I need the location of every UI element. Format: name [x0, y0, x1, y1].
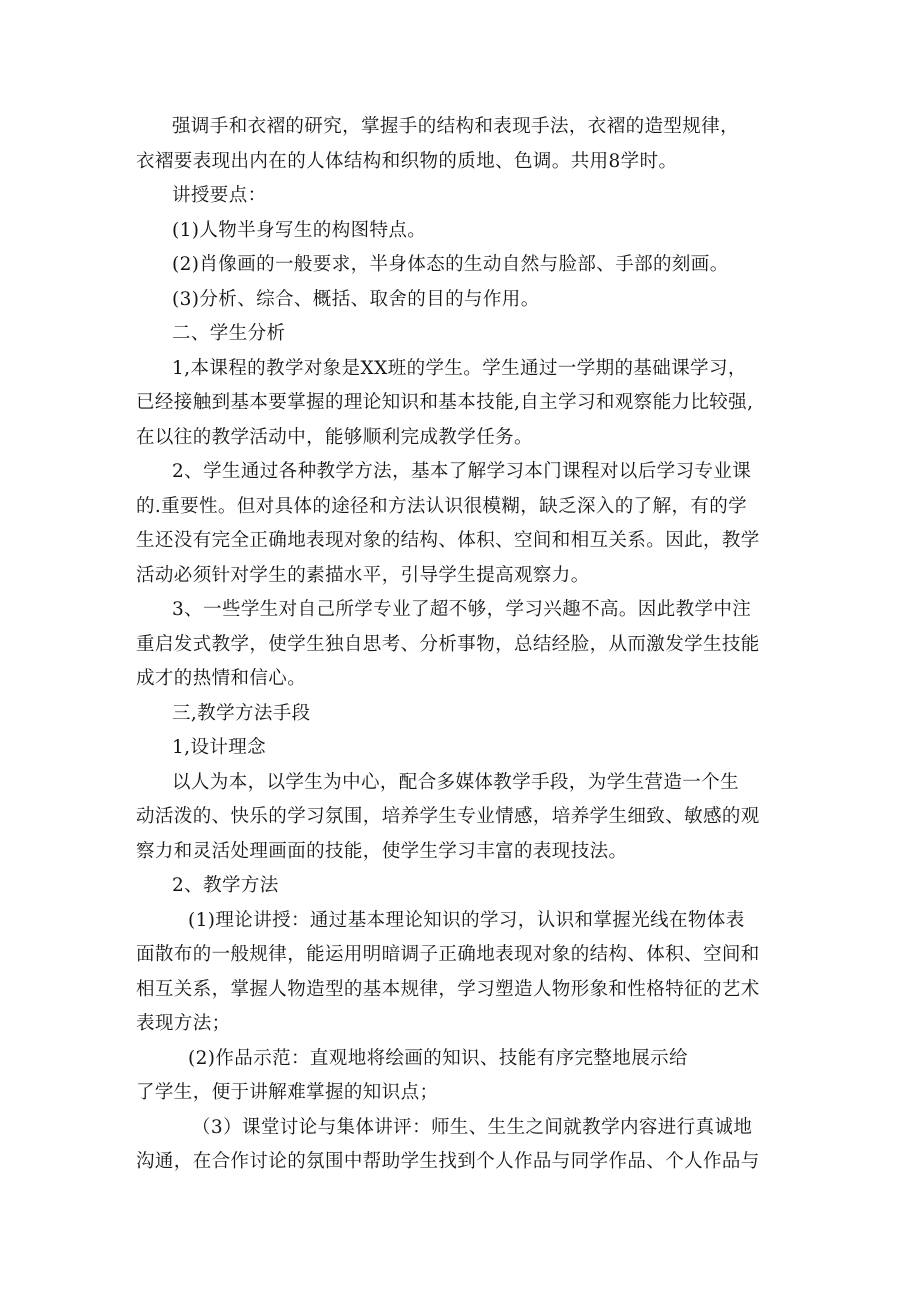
- text-line: 已经接触到基本要掌握的理论知识和基本技能,自主学习和观察能力比较强,: [136, 392, 754, 413]
- method-item-3: [136, 1111, 806, 1180]
- subheading-design-concept: [136, 731, 806, 766]
- text-line: 的.重要性。但对具体的途径和方法认识很模糊，缺乏深入的了解，有的学: [136, 495, 748, 517]
- text-line: (2)肖像画的一般要求，半身体态的生动自然与脸部、手部的刻画。: [172, 254, 729, 275]
- text-line: 讲授要点：: [172, 185, 267, 206]
- method-item-1: [136, 904, 806, 1042]
- text-line: 面散布的一般规律，能运用明暗调子正确地表现对象的结构、体积、空间和: [136, 944, 760, 965]
- text-line: 强调手和衣褶的研究，掌握手的结构和表现手法，衣褶的造型规律，: [172, 116, 740, 137]
- text-line: 2、教学方法: [172, 875, 279, 896]
- text-line: (3)分析、综合、概括、取舍的目的与作用。: [172, 288, 540, 310]
- subheading-teaching-methods: [136, 869, 806, 904]
- text-line: (1)人物半身写生的构图特点。: [172, 219, 427, 241]
- text-line: 二、学生分析: [172, 323, 286, 344]
- text-line: (1)理论讲授：通过基本理论知识的学习，认识和掌握光线在物体表: [188, 909, 745, 931]
- heading-key-points: [136, 179, 806, 214]
- text-line: 成才的热情和信心。: [136, 668, 307, 689]
- method-item-2: [136, 1042, 806, 1111]
- text-line: 表现方法；: [136, 1013, 231, 1034]
- text-line: 以人为本，以学生为中心，配合多媒体教学手段，为学生营造一个生: [172, 771, 740, 793]
- text-line: 相互关系，掌握人物造型的基本规律，学习塑造人物形象和性格特征的艺术: [136, 978, 760, 1000]
- text-line: （3）课堂讨论与集体讲评：师生、生生之间就教学内容进行真诚地: [192, 1116, 753, 1138]
- text-line: 1,本课程的教学对象是XX班的学生。学生通过一学期的基础课学习，: [172, 357, 747, 379]
- text-line: 1,设计理念: [172, 737, 267, 758]
- text-line: (2)作品示范：直观地将绘画的知识、技能有序完整地展示给: [188, 1047, 688, 1069]
- paragraph-intro: [136, 110, 806, 179]
- section-heading-methods: [136, 697, 806, 732]
- list-item-2: [136, 248, 806, 283]
- text-line: 重启发式教学，使学生独自思考、分析事物，总结经脸，从而激发学生技能: [136, 633, 760, 655]
- text-line: 察力和灵活处理画面的技能，使学生学习丰富的表现技法。: [136, 840, 628, 862]
- section-heading-student-analysis: [136, 317, 806, 352]
- text-line: 在以往的教学活动中，能够顺利完成教学任务。: [136, 426, 533, 448]
- text-line: 3、一些学生对自己所学专业了超不够，学习兴趣不高。因此教学中注: [172, 599, 752, 620]
- paragraph-analysis-1: [136, 352, 806, 456]
- text-line: 衣褶要表现出内在的人体结构和织物的质地、色调。共用8学时。: [136, 150, 678, 172]
- paragraph-analysis-2: [136, 455, 806, 593]
- paragraph-design-concept: [136, 766, 806, 870]
- text-line: 动活泼的、快乐的学习氛围，培养学生专业情感，培养学生细致、敏感的观: [136, 806, 760, 827]
- text-line: 沟通，在合作讨论的氛围中帮助学生找到个人作品与同学作品、个人作品与: [136, 1151, 760, 1172]
- list-item-3: [136, 283, 806, 318]
- text-line: 三,教学方法手段: [172, 702, 311, 724]
- paragraph-analysis-3: [136, 593, 806, 697]
- text-line: 活动必须针对学生的素描水平，引导学生提高观察力。: [136, 564, 590, 586]
- text-line: 生还没有完全正确地表现对象的结构、体积、空间和相互关系。因此，教学: [136, 530, 760, 551]
- list-item-1: [136, 214, 806, 249]
- document-body: [136, 110, 806, 1180]
- text-line: 2、学生通过各种教学方法，基本了解学习本门课程对以后学习专业课: [172, 461, 752, 482]
- text-line: 了学生，便于讲解难掌握的知识点；: [136, 1082, 439, 1103]
